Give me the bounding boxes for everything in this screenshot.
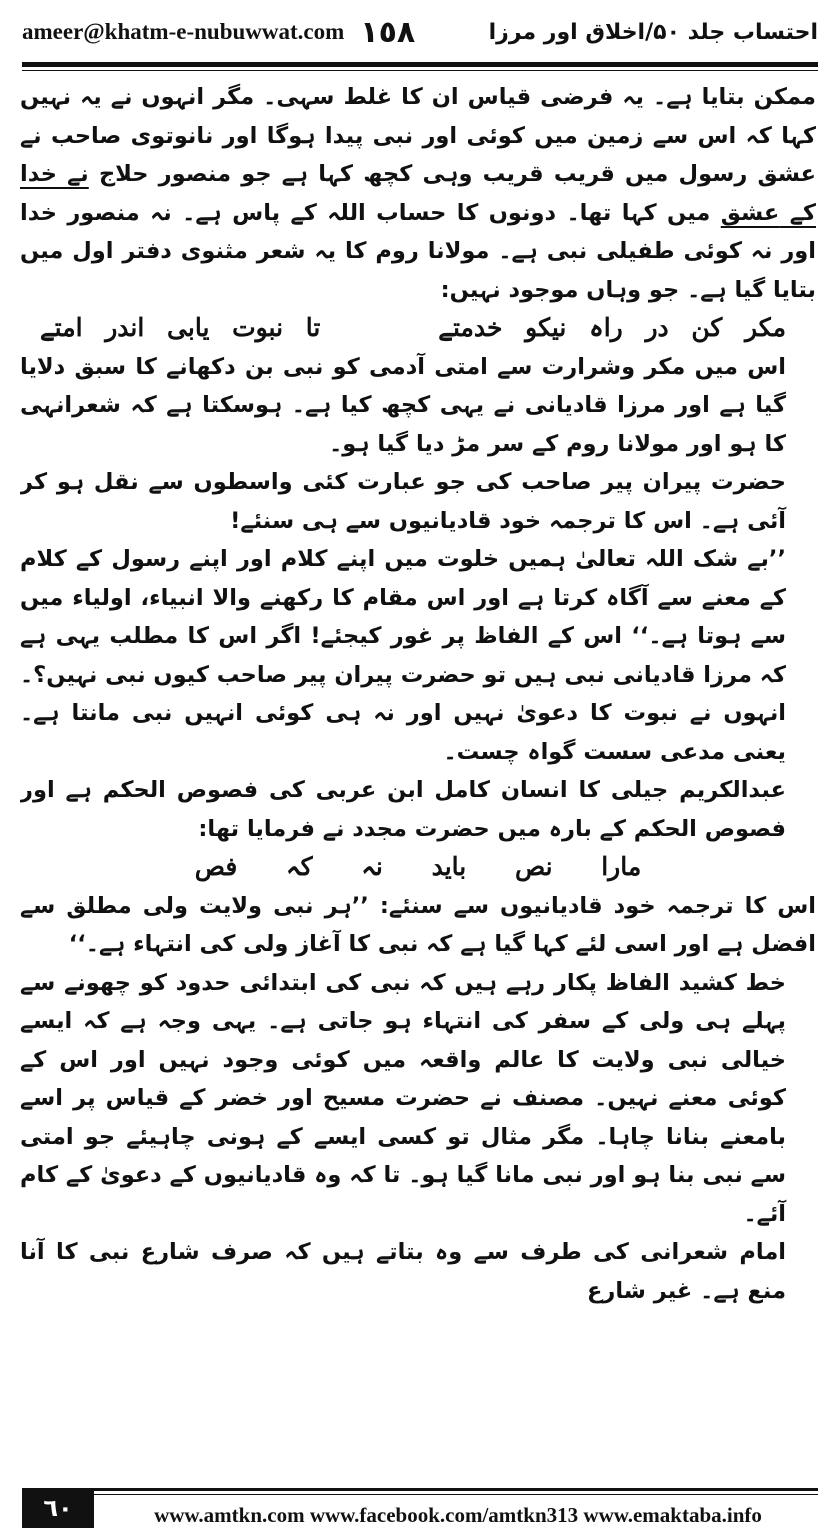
- paragraph-4: ’’بے شک اللہ تعالیٰ ہمیں خلوت میں اپنے کلام اور اپنے رسول کے کلام کے معنے سے آگاہ کرتا ہے اور اس مقام کا رکھنے والا انبیاء، اولیاء میں سے ہوتا ہے۔‘‘ اس کے الفاظ پر غور کیجئے! اگر اس کا مطلب یہی ہے کہ مرزا قادیانی نبی ہیں تو حضرت پیران پیر صاحب کیوں نبی نہیں؟۔ انہوں نے نبوت کا دعویٰ نہیں اور نہ ہی کوئی انہیں نبی مانتا ہے۔ یعنی مدعی سست گواہ چست۔: [20, 546, 786, 765]
- paragraph-1-main: ممکن بتایا ہے۔ یہ فرضی قیاس ان کا غلط سہی۔ مگر انہوں نے یہ نہیں کہا کہ اس سے زمین میں کوئی اور نبی پیدا ہوگا اور نانوتوی صاحب نے عشق رسول میں قریب قریب وہی کچھ کہا ہے جو منصور حلاج: [20, 84, 816, 187]
- persian-verse-1: [20, 309, 816, 348]
- header-email[interactable]: ameer@khatm-e-nubuwwat.com: [22, 19, 345, 44]
- page-header: [22, 8, 818, 56]
- paragraph-5: عبدالکریم جیلی کا انسان کامل ابن عربی کی فصوص الحکم ہے اور فصوص الحکم کے بارہ میں حضرت مجدد نے فرمایا تھا:: [20, 777, 786, 842]
- persian-verse-2: مارا نص باید نہ کہ فص: [194, 852, 642, 881]
- paragraph-3: حضرت پیران پیر صاحب کی جو عبارت کئی واسطوں سے نقل ہو کر آئی ہے۔ اس کا ترجمہ خود قادیانیوں سے ہی سنئے!: [20, 469, 786, 534]
- header-rule-thick: [22, 62, 818, 67]
- footer-rule-thick: [94, 1488, 818, 1491]
- header-title: احتساب جلد ۵۰/اخلاق اور مرزا: [488, 19, 818, 45]
- paragraph-2: اس میں مکر وشرارت سے امتی آدمی کو نبی بن دکھانے کا سبق دلایا گیا ہے اور مرزا قادیانی نے یہی کچھ کیا ہے۔ ہوسکتا ہے کہ شعرانہی کا ہو اور مولانا روم کے سر مڑ دیا گیا ہو۔: [20, 353, 786, 457]
- paragraph-8: امام شعرانی کی طرف سے وہ بتاتے ہیں کہ صرف شارع نبی کا آنا منع ہے۔ غیر شارع: [20, 1239, 786, 1304]
- page-body: [20, 78, 816, 1480]
- footer-bar: [94, 1488, 818, 1528]
- footer-page-number: ٦٠: [22, 1488, 94, 1528]
- header-page-number: ١٥٨: [360, 14, 416, 50]
- paragraph-7: خط کشید الفاظ پکار رہے ہیں کہ نبی کی ابتدائی حدود کو چھونے سے پہلے ہی ولی کے سفر کی انتہاء ہو جاتی ہے۔ یہی وجہ ہے کہ ایسے خیالی نبی ولایت کا عالم واقعہ میں کوئی وجود نہیں اور اس کے کوئی معنے نہیں۔ مصنف نے حضرت مسیح اور خضر کے قیاس پر اسے بامعنے بنانا چاہا۔ مگر مثال تو کسی ایسے کے ہونی چاہیئے جو امتی سے نبی بنا ہو اور نبی مانا گیا ہو۔ تا کہ وہ قادیانیوں کے دعویٰ کے کام آئے۔: [20, 969, 786, 1227]
- underlined-phrase-2: عشق: [720, 199, 780, 226]
- paragraph-1: [20, 78, 816, 309]
- page-footer: [22, 1488, 818, 1528]
- footer-links[interactable]: www.amtkn.com www.facebook.com/amtkn313 www.emaktaba.info: [154, 1503, 762, 1527]
- verse-1-hemistich-2: تا نبوت یابی اندر امتے: [40, 313, 321, 342]
- header-left: [22, 15, 415, 50]
- verse-1-hemistich-1: مکر کن در راہ نیکو خدمتے: [438, 313, 786, 342]
- paragraph-1-rest: میں کہا تھا۔ دونوں کا حساب اللہ کے پاس ہے۔ نہ منصور خدا اور نہ کوئی طفیلی نبی ہے۔ مولانا روم کا یہ شعر مثنوی دفتر اول میں بتایا گیا ہے۔ جو وہاں موجود نہیں:: [20, 199, 816, 303]
- paragraph-6: اس کا ترجمہ خود قادیانیوں سے سنئے: ’’ہر نبی ولایت ولی مطلق سے افضل ہے اور اسی لئے کہا گیا ہے کہ نبی کا آغاز ولی کی انتہاء ہے۔‘‘: [20, 892, 816, 957]
- header-rule-thin: [22, 70, 818, 71]
- footer-rule-thin: [94, 1494, 818, 1495]
- underlined-phrase-1: نے خدا کے: [20, 161, 816, 226]
